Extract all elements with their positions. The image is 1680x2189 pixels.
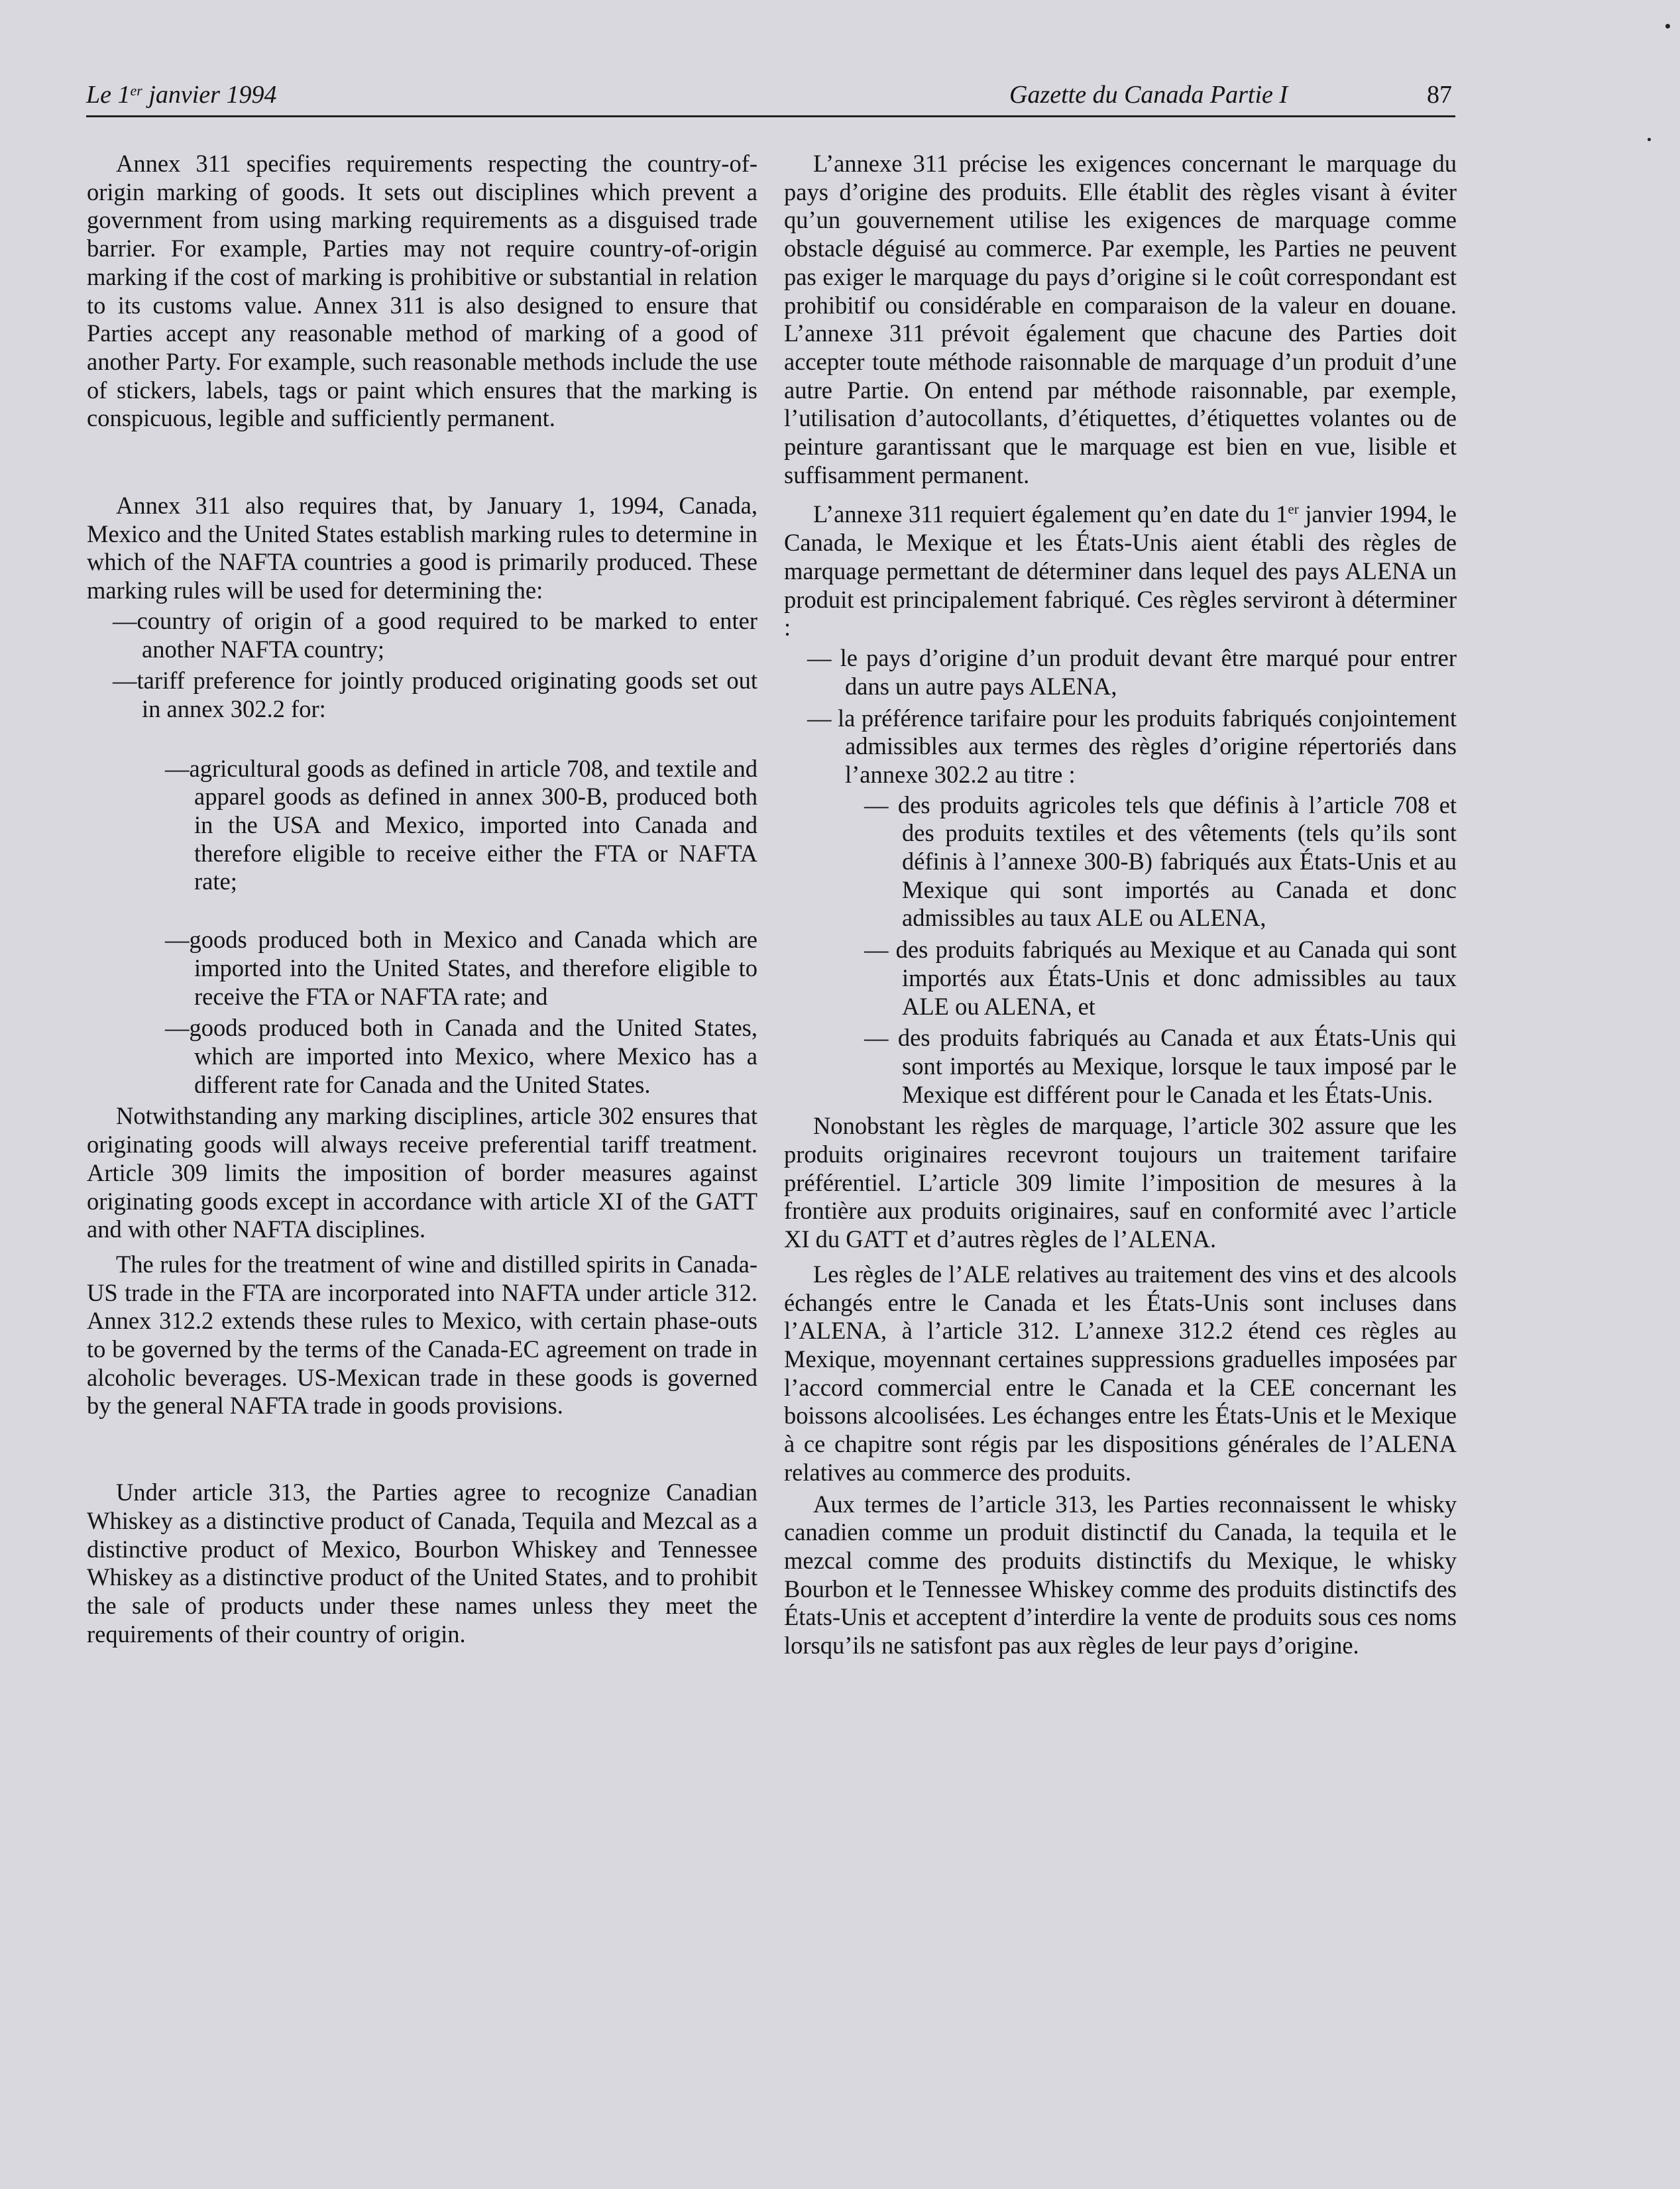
paragraph: The rules for the treatment of wine and distilled spirits in Canada-US trade in the FTA are incorporated into NAFTA under article 312. Annex 312.2 extends these rules to Mexico, with certain phase-outs to be governed by the terms of the Canada-EC agreement on trade in alcoholic beverages. US-Mexican trade in these goods is governed by the general NAFTA trade in goods provisions. <box>87 1250 757 1420</box>
header-rule <box>86 115 1455 117</box>
english-column <box>87 150 757 1648</box>
paragraph: Les règles de l’ALE relatives au traitement des vins et des alcools échangés entre le Canada et les États-Unis sont incluses dans l’ALENA, à l’article 312. L’annexe 312.2 étend ces règles au Mexique, moyennant certaines suppressions graduelles imposées par l’accord commercial entre le Canada et la CEE concernant les boissons alcoolisées. Les échanges entre les États-Unis et le Mexique à ce chapitre sont régis par les dispositions générales de l’ALENA relatives au commerce des produits. <box>784 1260 1457 1486</box>
paragraph: Notwithstanding any marking disciplines, article 302 ensures that originating goods will always receive preferential tariff treatment. Article 309 limits the imposition of border measures against originating goods except in accordance with article XI of the GATT and with other NAFTA disciplines. <box>87 1102 757 1243</box>
list-item: — le pays d’origine d’un produit devant être marqué pour entrer dans un autre pays ALENA, <box>807 644 1457 700</box>
page-number: 87 <box>1427 81 1452 109</box>
list-item: —tariff preference for jointly produced originating goods set out in annex 302.2 for: <box>113 667 757 722</box>
header-publication: Gazette du Canada Partie I <box>1009 81 1288 109</box>
paragraph: Annex 311 specifies requirements respecting the country-of-origin marking of goods. It sets out disciplines which prevent a government from using marking requirements as a disguised trade barrier. For example, Parties may not require country-of-origin marking if the cost of marking is prohibitive or substantial in relation to its customs value. Annex 311 is also designed to ensure that Parties accept any reasonable method of marking of a good of another Party. For example, such reasonable methods include the use of stickers, labels, tags or paint which ensures that the marking is conspicuous, legible and sufficiently permanent. <box>87 150 757 432</box>
list-subitem: —goods produced both in Canada and the United States, which are imported into Mexico, where Mexico has a different rate for Canada and the United States. <box>165 1014 757 1098</box>
margin-mark <box>1648 138 1651 141</box>
header-date: Le 1er janvier 1994 <box>86 81 277 109</box>
paragraph: Under article 313, the Parties agree to recognize Canadian Whiskey as a distinctive product of Canada, Tequila and Mezcal as a distinctive product of Mexico, Bourbon Whiskey and Tennessee Whiskey as a distinctive product of the United States, and to prohibit the sale of products under these names unless they meet the requirements of their country of origin. <box>87 1479 757 1648</box>
paragraph: Aux termes de l’article 313, les Parties reconnaissent le whisky canadien comme un produit distinctif du Canada, la tequila et le mezcal comme des produits distinctifs du Mexique, le whisky Bourbon et le Tennessee Whiskey comme des produits distinctifs des États-Unis et acceptent d’interdire la vente de produits sous ces noms lorsqu’ils ne satisfont pas aux règles de leur pays d’origine. <box>784 1490 1457 1659</box>
paragraph: Nonobstant les règles de marquage, l’article 302 assure que les produits originaires recevront toujours un traitement tarifaire préférentiel. L’article 309 limite l’imposition de mesures à la frontière aux produits originaires, sauf en conformité avec l’article XI du GATT et d’autres règles de l’ALENA. <box>784 1112 1457 1253</box>
french-column <box>784 150 1457 1660</box>
list-item: —country of origin of a good required to be marked to enter another NAFTA country; <box>113 606 757 663</box>
paragraph: Annex 311 also requires that, by January 1, 1994, Canada, Mexico and the United States establish marking rules to determine in which of the NAFTA countries a good is primarily produced. These marking rules will be used for determining the: <box>87 492 757 604</box>
paragraph: L’annexe 311 requiert également qu’en date du 1er janvier 1994, le Canada, le Mexique et les États-Unis aient établi des règles de marquage permettant de déterminer dans lequel des pays ALENA un produit est principalement fabriqué. Ces règles serviront à déterminer : <box>784 500 1457 642</box>
list-subitem: — des produits fabriqués au Canada et aux États-Unis qui sont importés au Mexique, lorsque le taux imposé par le Mexique est différent pour le Canada et les États-Unis. <box>864 1024 1457 1108</box>
list-item: — la préférence tarifaire pour les produits fabriqués conjointement admissibles aux termes des règles d’origine répertoriés dans l’annexe 302.2 au titre : <box>807 704 1457 788</box>
margin-mark <box>1665 24 1670 28</box>
list-subitem: —goods produced both in Mexico and Canada which are imported into the United States, and therefore eligible to receive the FTA or NAFTA rate; and <box>165 926 757 1010</box>
list-subitem: — des produits agricoles tels que définis à l’article 708 et des produits textiles et des vêtements (tels qu’ils sont définis à l’annexe 300-B) fabriqués aux États-Unis et au Mexique qui sont importés au Canada et donc admissibles au taux ALE ou ALENA, <box>864 791 1457 932</box>
list-subitem: — des produits fabriqués au Mexique et au Canada qui sont importés aux États-Unis et donc admissibles au taux ALE ou ALENA, et <box>864 936 1457 1020</box>
paragraph: L’annexe 311 précise les exigences concernant le marquage du pays d’origine des produits. Elle établit des règles visant à éviter qu’un gouvernement utilise les exigences de marquage comme obstacle déguisé au commerce. Par exemple, les Parties ne peuvent pas exiger le marquage du pays d’origine si le coût correspondant est prohibitif ou considérable en comparaison de la valeur en douane. L’annexe 311 prévoit également que chacune des Parties doit accepter toute méthode raisonnable de marquage d’un produit d’une autre Partie. On entend par méthode raisonnable, par exemple, l’utilisation d’autocollants, d’étiquettes, d’étiquettes volantes ou de peinture garantissant que le marquage est bien en vue, lisible et suffisamment permanent. <box>784 150 1457 488</box>
list-subitem: —agricultural goods as defined in article 708, and textile and apparel goods as defined in annex 300-B, produced both in the USA and Mexico, imported into Canada and therefore eligible to receive either the FTA or NAFTA rate; <box>165 754 757 895</box>
